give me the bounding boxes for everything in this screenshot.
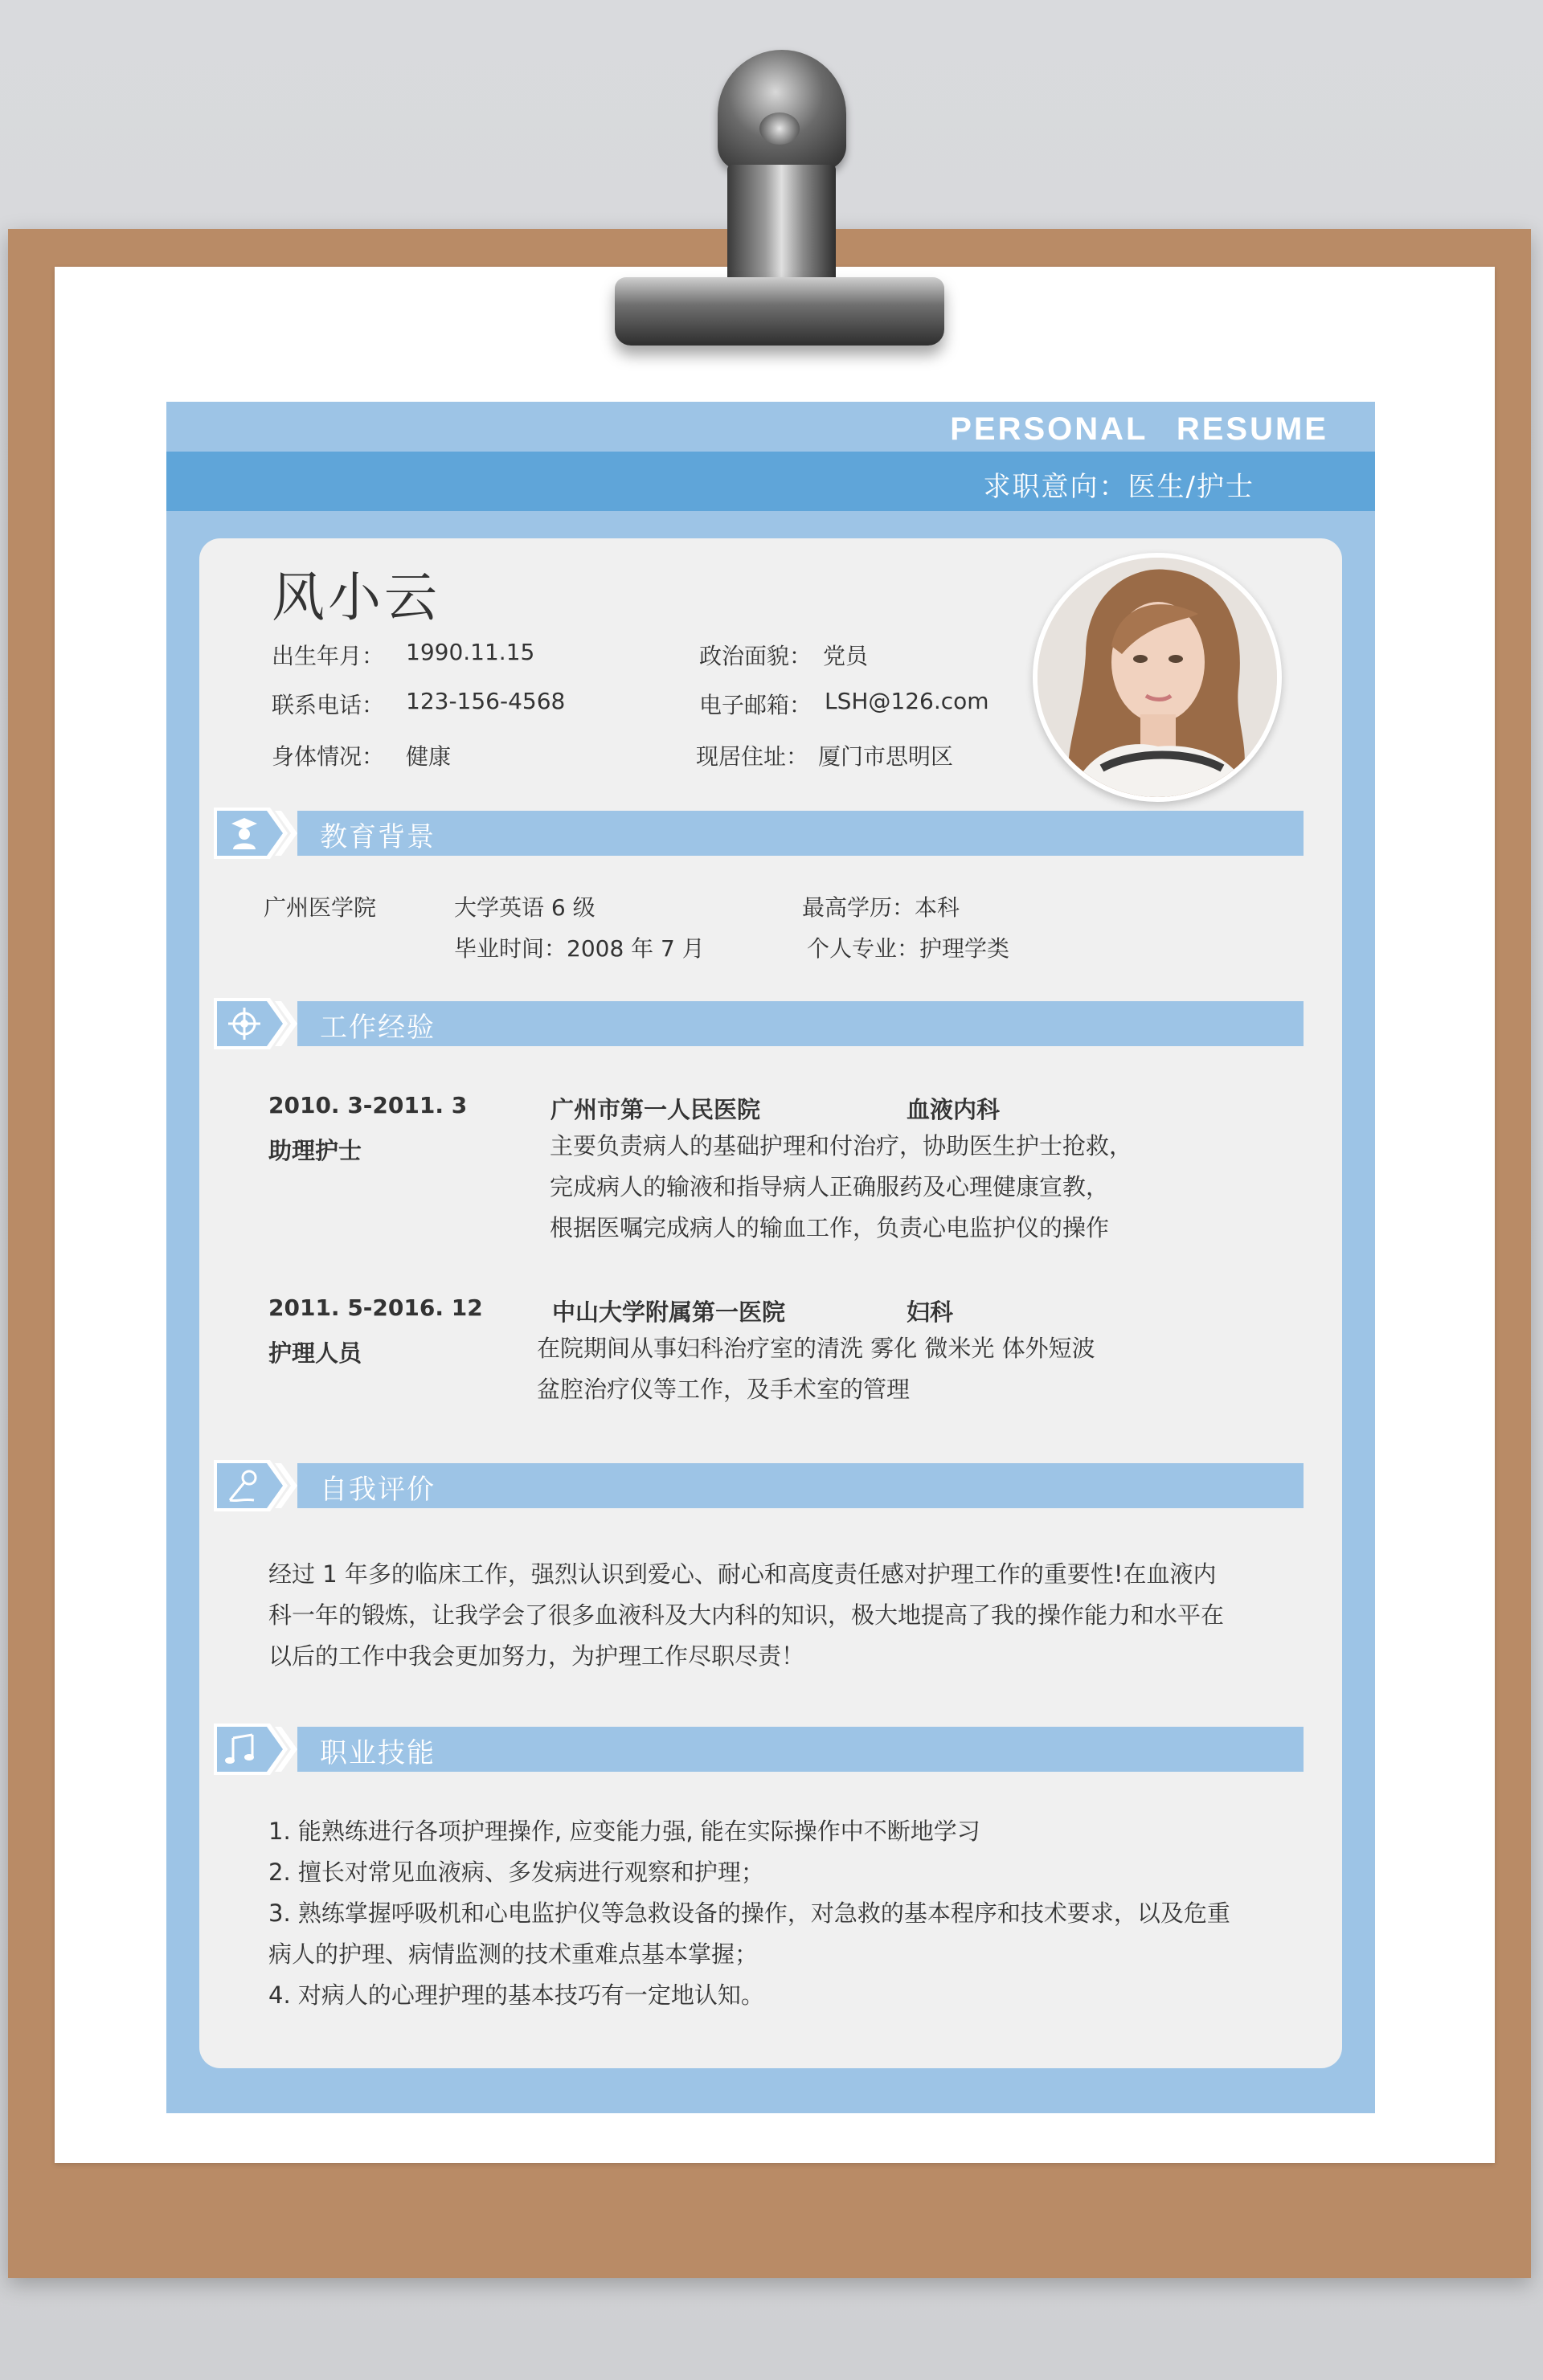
self-eval-line: 以后的工作中我会更加努力，为护理工作尽职尽责！ <box>268 1642 805 1670</box>
job-description-line: 根据医嘱完成病人的输血工作，负责心电监护仪的操作 <box>550 1214 1110 1241</box>
skills-list <box>268 1811 1230 2016</box>
education-english: 大学英语 6 级 <box>454 894 596 921</box>
skill-item: 4. 对病人的心理护理的基本技巧有一定地认知。 <box>268 1981 764 2009</box>
job-department: 血液内科 <box>907 1096 1001 1123</box>
skill-item: 1. 能熟练进行各项护理操作, 应变能力强, 能在实际操作中不断地学习 <box>268 1818 980 1845</box>
self-eval-line: 经过 1 年多的临床工作，强烈认识到爱心、耐心和高度责任感对护理工作的重要性!在血液内 <box>268 1560 1217 1588</box>
job-period: 2011. 5-2016. 12 <box>268 1294 483 1321</box>
address-value: 厦门市思明区 <box>818 743 954 770</box>
education-title: 教育背景 <box>320 821 436 853</box>
self-eval-section-marker <box>214 1460 302 1511</box>
political-value: 党员 <box>823 643 869 669</box>
job-description-line: 完成病人的输液和指导病人正确服药及心理健康宣教， <box>550 1173 1110 1200</box>
portrait-icon <box>1038 558 1277 797</box>
self-eval-title: 自我评价 <box>320 1474 436 1506</box>
header-band <box>166 402 1375 452</box>
job-description-line: 主要负责病人的基础护理和付治疗，协助医生护士抢救， <box>550 1132 1133 1159</box>
birth-label: 出生年月： <box>272 643 385 669</box>
health-value: 健康 <box>406 743 452 770</box>
education-school: 广州医学院 <box>264 894 377 921</box>
skill-item: 2. 擅长对常见血液病、多发病进行观察和护理； <box>268 1859 764 1886</box>
phone-value: 123-156-4568 <box>406 688 566 714</box>
job-description-line: 在院期间从事妇科治疗室的清洗 雾化 微米光 体外短波 <box>537 1335 1095 1362</box>
self-eval-header-bar <box>297 1463 1304 1508</box>
address-label: 现居住址： <box>696 743 809 770</box>
objective-band <box>166 452 1375 511</box>
candidate-name: 风小云 <box>272 566 440 628</box>
education-section-marker <box>214 808 302 859</box>
clip-neck <box>727 165 836 285</box>
job-description <box>537 1328 1095 1410</box>
skill-item: 病人的护理、病情监测的技术重难点基本掌握； <box>268 1940 759 1968</box>
resume-title: PERSONAL RESUME <box>950 411 1328 447</box>
job-description-line: 盆腔治疗仪等工作，及手术室的管理 <box>537 1376 911 1403</box>
job-employer: 中山大学附属第一医院 <box>552 1298 786 1326</box>
self-eval-line: 科一年的锻炼，让我学会了很多血液科及大内科的知识，极大地提高了我的操作能力和水平在 <box>268 1601 1225 1629</box>
skills-header-bar <box>297 1727 1304 1772</box>
work-title: 工作经验 <box>320 1012 436 1044</box>
graduate-icon <box>214 808 302 859</box>
health-label: 身体情况： <box>272 743 385 770</box>
clip-hole <box>759 112 800 145</box>
job-role: 助理护士 <box>268 1137 362 1164</box>
skill-item: 3. 熟练掌握呼吸机和心电监护仪等急救设备的操作，对急救的基本程序和技术要求，以及危重 <box>268 1900 1230 1927</box>
job-department: 妇科 <box>907 1298 954 1326</box>
education-degree: 最高学历：本科 <box>802 894 960 921</box>
education-header-bar <box>297 811 1304 856</box>
job-employer: 广州市第一人民医院 <box>550 1096 761 1123</box>
education-graduation: 毕业时间：2008 年 7 月 <box>454 935 705 962</box>
binder-clip-icon <box>718 50 846 170</box>
clip-base <box>615 277 944 346</box>
skills-title: 职业技能 <box>320 1737 436 1769</box>
microphone-icon <box>214 1460 302 1511</box>
skills-section-marker <box>214 1724 302 1775</box>
self-eval-text <box>268 1554 1224 1677</box>
political-label: 政治面貌： <box>699 643 812 669</box>
email-value: LSH@126.com <box>825 688 989 714</box>
work-section-marker <box>214 998 302 1049</box>
birth-value: 1990.11.15 <box>406 639 535 665</box>
job-description <box>550 1126 1132 1249</box>
phone-label: 联系电话： <box>272 692 385 718</box>
music-note-icon <box>214 1724 302 1775</box>
education-major: 个人专业：护理学类 <box>807 935 1010 962</box>
target-icon <box>214 998 302 1049</box>
profile-photo <box>1033 553 1282 802</box>
email-label: 电子邮箱： <box>699 692 812 718</box>
work-header-bar <box>297 1001 1304 1046</box>
job-objective: 求职意向：医生/护士 <box>983 471 1254 503</box>
job-period: 2010. 3-2011. 3 <box>268 1092 468 1118</box>
job-role: 护理人员 <box>268 1339 362 1367</box>
